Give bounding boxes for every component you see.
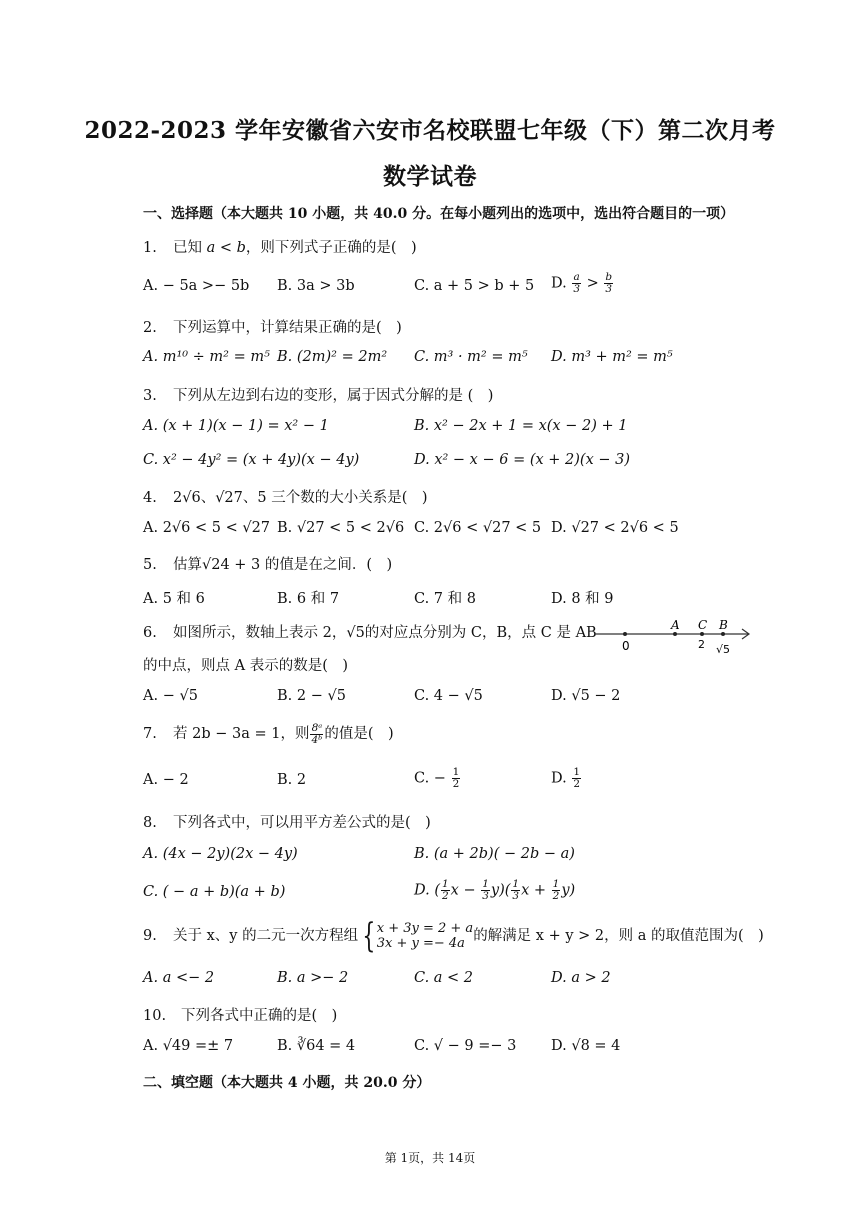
question-6-line2: 的中点，则点 A 表示的数是( ) bbox=[143, 658, 349, 674]
q10-option-a: A. √49 =± 7 bbox=[143, 1038, 234, 1054]
number-line-figure bbox=[592, 617, 754, 661]
label-c: C bbox=[698, 618, 708, 632]
q8-option-b: B. (a + 2b)( − 2b − a) bbox=[414, 846, 575, 862]
q10-option-b: B. ∛64 = 4 bbox=[277, 1038, 356, 1054]
question-2: 2. 下列运算中，计算结果正确的是( ) bbox=[143, 320, 402, 336]
point-c bbox=[700, 632, 704, 636]
q1-option-a: A. − 5a >− 5b bbox=[143, 278, 250, 294]
document-title-line1: 2022-2023 学年安徽省六安市名校联盟七年级（下）第二次月考 bbox=[84, 117, 776, 144]
point-a bbox=[673, 632, 677, 636]
label-b: B bbox=[719, 618, 728, 632]
question-8: 8. 下列各式中，可以用平方差公式的是( ) bbox=[143, 815, 431, 831]
q1-option-c: C. a + 5 > b + 5 bbox=[414, 278, 535, 294]
q9-option-d: D. a > 2 bbox=[551, 970, 611, 986]
q4-option-d: D. √27 < 2√6 < 5 bbox=[551, 520, 679, 536]
q4-option-c: C. 2√6 < √27 < 5 bbox=[414, 520, 542, 536]
q1-option-b: B. 3a > 3b bbox=[277, 278, 355, 294]
q7-option-d: D. $\frac{1}{2}$ bbox=[551, 766, 581, 790]
q7-option-a: A. − 2 bbox=[143, 772, 189, 788]
q6-option-a: A. − √5 bbox=[143, 688, 198, 704]
q2-option-a: A. m¹⁰ ÷ m² = m⁵ bbox=[143, 349, 270, 365]
q9-option-b: B. a >− 2 bbox=[277, 970, 349, 986]
question-1: 1. 已知 a < b，则下列式子正确的是( ) bbox=[143, 240, 417, 256]
question-10: 10. 下列各式中正确的是( ) bbox=[143, 1008, 338, 1024]
q6-option-b: B. 2 − √5 bbox=[277, 688, 346, 704]
q4-option-a: A. 2√6 < 5 < √27 bbox=[143, 520, 271, 536]
q5-option-a: A. 5 和 6 bbox=[143, 591, 205, 607]
document-title-line2: 数学试卷 bbox=[383, 163, 477, 190]
label-two: 2 bbox=[698, 638, 705, 651]
question-7: 7. 若 2b − 3a = 1，则 $\frac{\text{8ᵃ}}{\text{4ᵇ}}$ 的值是( ) bbox=[143, 721, 394, 746]
q5-option-c: C. 7 和 8 bbox=[414, 591, 476, 607]
q8-option-a: A. (4x − 2y)(2x − 4y) bbox=[143, 846, 298, 862]
question-3: 3. 下列从左边到右边的变形，属于因式分解的是 ( ) bbox=[143, 388, 494, 404]
page-footer: 第 1页，共 14页 bbox=[384, 1151, 476, 1165]
q7-option-c: C. − $\frac{1}{2}$ bbox=[414, 766, 460, 790]
q5-option-d: D. 8 和 9 bbox=[551, 591, 614, 607]
section-heading-fill-blank: 二、填空题（本大题共 4 小题，共 20.0 分） bbox=[143, 1075, 431, 1091]
equation-system: { x + 3y = 2 + a 3x + y =− 4a bbox=[362, 916, 474, 956]
question-4: 4. 2√6、√27、5 三个数的大小关系是( ) bbox=[143, 490, 428, 506]
q2-option-c: C. m³ · m² = m⁵ bbox=[414, 349, 528, 365]
q8-option-d: D. ( $\frac{1}{2}$ x − $\frac{1}{3}$ y)( $\frac{1}{3}$ x + $\frac{1}{2}$ y) bbox=[414, 878, 576, 902]
q3-option-a: A. (x + 1)(x − 1) = x² − 1 bbox=[143, 418, 329, 434]
point-origin bbox=[623, 632, 627, 636]
question-5: 5. 估算√24 + 3 的值是在之间．( ) bbox=[143, 557, 393, 573]
q10-option-c: C. √ − 9 =− 3 bbox=[414, 1038, 517, 1054]
q10-option-d: D. √8 = 4 bbox=[551, 1038, 621, 1054]
point-b bbox=[721, 632, 725, 636]
q2-option-b: B. (2m)² = 2m² bbox=[277, 349, 388, 365]
q5-option-b: B. 6 和 7 bbox=[277, 591, 340, 607]
question-6-line1: 6. 如图所示，数轴上表示 2，√5的对应点分别为 C，B，点 C 是 AB bbox=[143, 625, 597, 641]
q7-option-b: B. 2 bbox=[277, 772, 307, 788]
q3-option-c: C. x² − 4y² = (x + 4y)(x − 4y) bbox=[143, 452, 360, 468]
q8-option-c: C. ( − a + b)(a + b) bbox=[143, 884, 286, 900]
label-a: A bbox=[671, 618, 680, 632]
q6-option-d: D. √5 − 2 bbox=[551, 688, 621, 704]
question-9: 9. 关于 x、y 的二元一次方程组 { x + 3y = 2 + a 3x + y =− 4a 的解满足 x + y > 2，则 a 的取值范围为( ) bbox=[143, 916, 764, 956]
q1-option-d: D. $\frac{a}{3}$ > $\frac{b}{3}$ bbox=[551, 271, 613, 295]
q6-option-c: C. 4 − √5 bbox=[414, 688, 483, 704]
q3-option-d: D. x² − x − 6 = (x + 2)(x − 3) bbox=[414, 452, 630, 468]
q9-option-a: A. a <− 2 bbox=[143, 970, 215, 986]
label-sqrt5: √5 bbox=[716, 643, 731, 656]
label-origin: 0 bbox=[622, 639, 630, 653]
q2-option-d: D. m³ + m² = m⁵ bbox=[551, 349, 673, 365]
q9-option-c: C. a < 2 bbox=[414, 970, 474, 986]
q3-option-b: B. x² − 2x + 1 = x(x − 2) + 1 bbox=[414, 418, 628, 434]
section-heading-choice: 一、选择题（本大题共 10 小题，共 40.0 分。在每小题列出的选项中，选出符合题目的一项） bbox=[143, 206, 735, 222]
q4-option-b: B. √27 < 5 < 2√6 bbox=[277, 520, 405, 536]
question-number: 1. bbox=[143, 240, 157, 256]
